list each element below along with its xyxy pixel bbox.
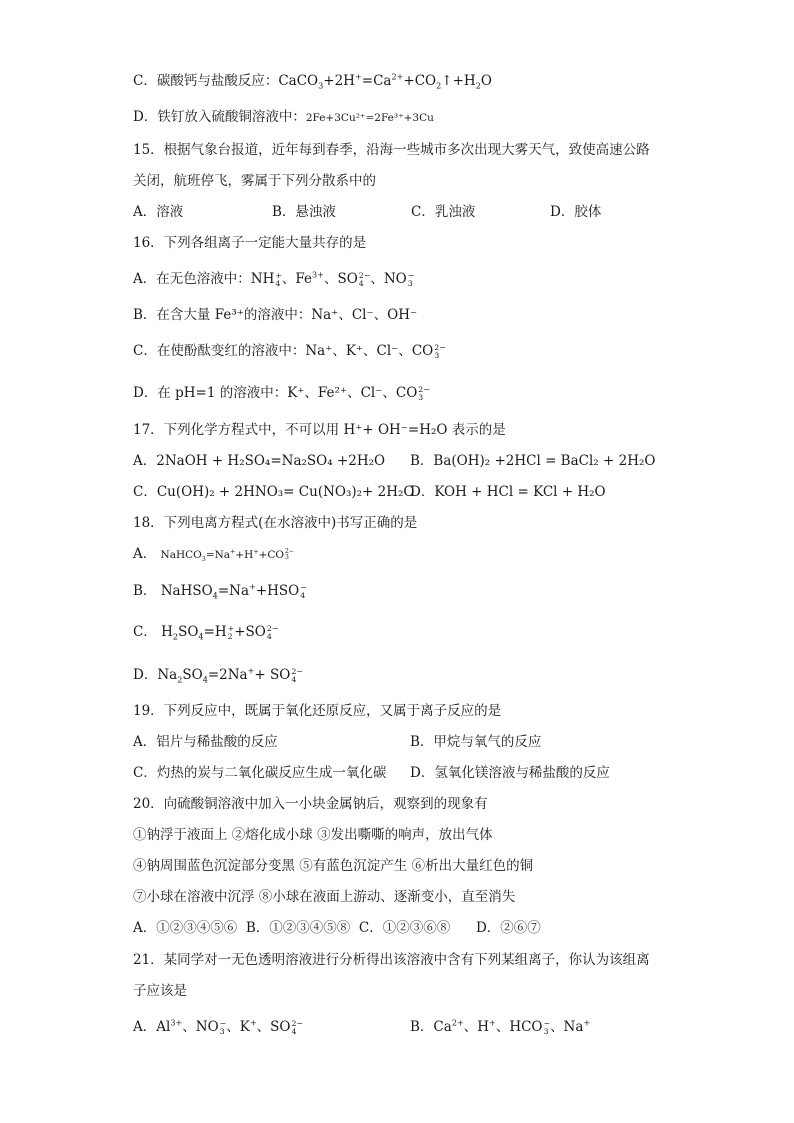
q19-option-d: D．氢氧化镁溶液与稀盐酸的反应 [410, 765, 610, 781]
q21-option-b [410, 1018, 590, 1036]
q18-option-b [133, 582, 307, 600]
q18-d-equation: $Na_2SO_4=2Na^++$ SO 2− 4 [157, 665, 303, 685]
q18-option-c [133, 623, 278, 641]
q16-c-text: C．在使酚酞变红的溶液中：Na⁺、K⁺、Cl⁻、 [133, 343, 412, 359]
q21-a-label: A． [133, 1019, 157, 1035]
q17-option-d: D．KOH + HCl = KCl + H₂O [410, 484, 606, 500]
q20-phenomena-line3: ⑦小球在溶液中沉浮 ⑧小球在液面上游动、逐渐变小，直至消失 [133, 889, 516, 905]
q21-a-ions: $Al^{3+}$、NO − 3 、K+、SO 2− 4 [156, 1017, 303, 1036]
q14-c-text: C．碳酸钙与盐酸反应： [133, 73, 279, 89]
q19-option-b: B．甲烷与氧气的反应 [410, 734, 542, 750]
q20-option-a: A．①②③④⑤⑥ [133, 920, 238, 936]
q16-d-carbonate: CO 2− 3 [395, 385, 430, 402]
q21-b-label: B． [410, 1019, 434, 1035]
q18-a-label: A． [133, 546, 157, 562]
q20-option-c: C．①②③⑥⑧ [358, 920, 451, 936]
q21-option-a [133, 1018, 303, 1036]
q18-b-equation: NaHSO$_4$=Na++HSO − 4 [160, 581, 307, 601]
q15-option-a: A．溶液 [133, 204, 184, 220]
q16-c-carbonate: CO 2− 3 [411, 343, 446, 360]
q15-stem-line2: 关闭，航班停飞，雾属于下列分散系中的 [133, 173, 376, 189]
q15-option-b: B．悬浊液 [272, 204, 336, 220]
q14-c-equation: $CaCO_3+2H^+=Ca^{2+}+CO_2↑+H_2O$ [278, 71, 492, 91]
q15-option-c: C．乳浊液 [411, 204, 476, 220]
q16-d-text: D．在 pH=1 的溶液中：K⁺、Fe²⁺、Cl⁻、 [133, 385, 396, 401]
q18-a-equation: NaHCO$_3$=Na++H++CO 2− 3 [160, 548, 295, 564]
q19-option-c: C．灼热的炭与二氧化碳反应生成一氧化碳 [133, 765, 387, 781]
q16-option-c [133, 342, 446, 360]
q19-stem: 19．下列反应中，既属于氧化还原反应，又属于离子反应的是 [133, 703, 502, 719]
q16-a-text: A．在无色溶液中： [133, 271, 251, 287]
q20-stem: 20．向硫酸铜溶液中加入一小块金属钠后，观察到的现象有 [133, 796, 488, 812]
q21-b-ions: $Ca^{2+}$、H+、HCO − 3 、Na+ [433, 1017, 591, 1036]
q17-option-a: A．2NaOH + H₂SO₄=Na₂SO₄ +2H₂O [133, 453, 386, 469]
q14-option-d [133, 108, 434, 127]
q17-option-c: C．Cu(OH)₂ + 2HNO₃= Cu(NO₃)₂+ 2H₂O [133, 484, 415, 500]
q20-options [133, 919, 541, 937]
q20-phenomena-line1: ①钠浮于液面上 ②熔化成小球 ③发出嘶嘶的响声，放出气体 [133, 827, 493, 843]
q21-stem-line2: 子应该是 [133, 983, 187, 999]
q17-stem: 17．下列化学方程式中，不可以用 H⁺+ OH⁻=H₂O 表示的是 [133, 422, 506, 438]
q18-stem: 18．下列电离方程式(在水溶液中)书写正确的是 [133, 515, 418, 531]
q16-option-a [133, 270, 414, 288]
q15-option-d: D．胶体 [550, 204, 602, 220]
q20-phenomena-line2: ④钠周围蓝色沉淀部分变黑 ⑤有蓝色沉淀产生 ⑥析出大量红色的铜 [133, 858, 534, 874]
q16-a-ions: NH + 4 、$Fe^{3+}$、SO 2− 4 、NO − 3 [250, 269, 415, 288]
q16-option-d [133, 384, 430, 402]
q20-option-b: B．①②③④⑤⑧ [245, 920, 351, 936]
q19-option-a: A．铝片与稀盐酸的反应 [133, 734, 278, 750]
q17-option-b: B．Ba(OH)₂ +2HCl = BaCl₂ + 2H₂O [410, 453, 656, 469]
q18-c-equation: $H_2SO_4=H$ + 2 +SO 2− 4 [161, 624, 279, 642]
q16-stem: 16．下列各组离子一定能大量共存的是 [133, 235, 367, 251]
q20-option-d: D．②⑥⑦ [475, 920, 541, 936]
q14-d-text: D．铁钉放入硫酸铜溶液中： [133, 109, 306, 125]
q18-option-a [133, 545, 294, 564]
q14-option-c [133, 72, 492, 90]
q18-b-label: B． [133, 583, 157, 599]
q18-d-label: D． [133, 667, 158, 683]
q18-option-d [133, 666, 303, 684]
q18-c-label: C． [133, 624, 157, 640]
q21-stem-line1: 21．某同学对一无色透明溶液进行分析得出该溶液中含有下列某组离子，你认为该组离 [133, 952, 650, 968]
q16-option-b: B．在含大量 Fe³⁺的溶液中：Na⁺、Cl⁻、OH⁻ [133, 307, 418, 323]
q15-options [133, 203, 601, 221]
q14-d-equation: 2Fe+3Cu²⁺=2Fe³⁺+3Cu [305, 112, 434, 124]
q15-stem-line1: 15．根据气象台报道，近年每到春季，沿海一些城市多次出现大雾天气，致使高速公路 [133, 142, 650, 158]
